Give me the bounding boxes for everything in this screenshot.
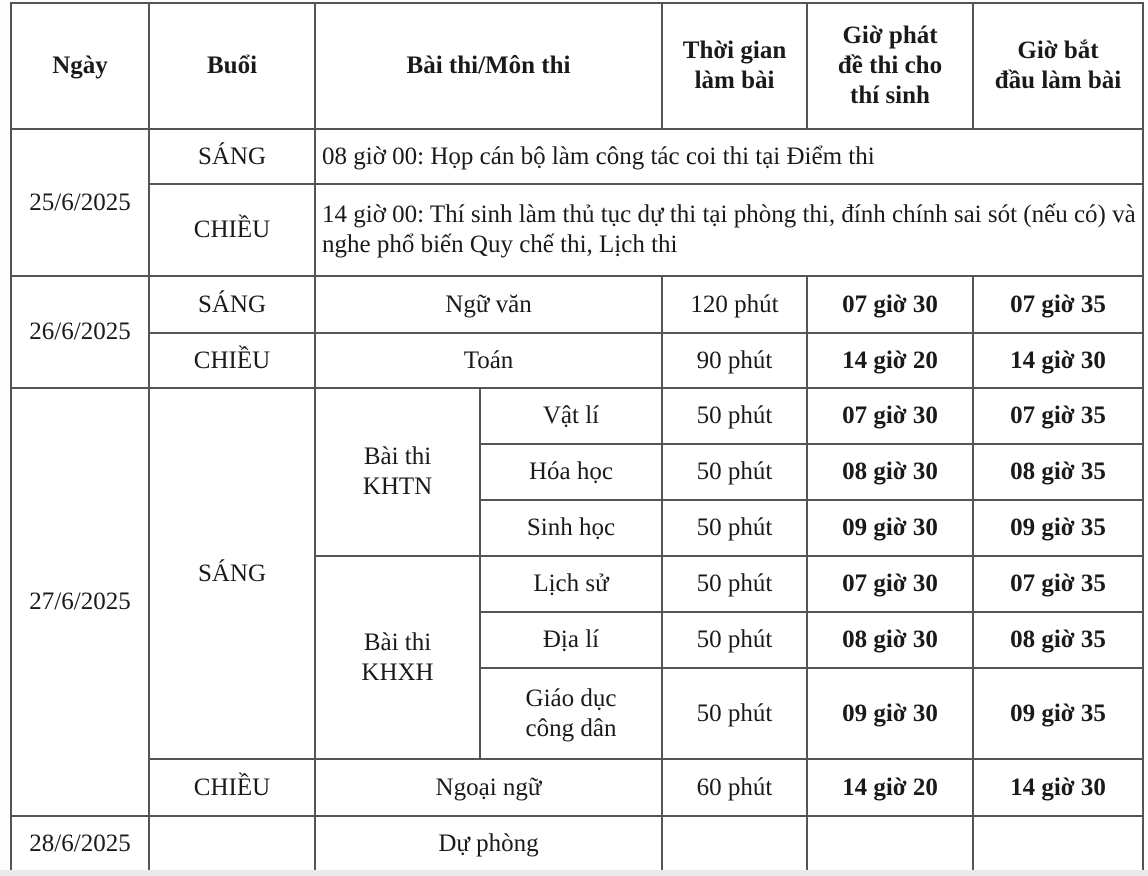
duration-cell: 60 phút: [662, 759, 807, 816]
table-row: [11, 759, 1143, 816]
subject-cell: Địa lí: [480, 612, 662, 668]
subject-cell: Sinh học: [480, 500, 662, 556]
session-cell: SÁNG: [149, 129, 315, 184]
exam-group-cell: Bài thi KHTN: [315, 388, 480, 556]
header-duration: Thời gian làm bài: [662, 3, 807, 129]
subject-cell: Giáo dục công dân: [480, 668, 662, 759]
distribute-time-cell: [807, 816, 973, 871]
date-cell: 26/6/2025: [11, 276, 149, 388]
subject-cell: Ngoại ngữ: [315, 759, 662, 816]
header-session: Buổi: [149, 3, 315, 129]
start-time-cell: 07 giờ 35: [973, 276, 1143, 333]
duration-cell: 50 phút: [662, 668, 807, 759]
table-row: [11, 816, 1143, 871]
duration-cell: 50 phút: [662, 612, 807, 668]
date-cell: 28/6/2025: [11, 816, 149, 871]
duration-cell: 50 phút: [662, 500, 807, 556]
distribute-time-cell: 09 giờ 30: [807, 668, 973, 759]
table-row: [11, 184, 1143, 276]
distribute-time-cell: 08 giờ 30: [807, 444, 973, 500]
header-distribute-time: Giờ phát đề thi cho thí sinh: [807, 3, 973, 129]
session-cell: SÁNG: [149, 388, 315, 759]
distribute-time-cell: 14 giờ 20: [807, 333, 973, 388]
duration-cell: 90 phút: [662, 333, 807, 388]
note-cell: 08 giờ 00: Họp cán bộ làm công tác coi thi tại Điểm thi: [315, 129, 1143, 184]
header-day: Ngày: [11, 3, 149, 129]
session-cell: SÁNG: [149, 276, 315, 333]
duration-cell: [662, 816, 807, 871]
header-start-time: Giờ bắt đầu làm bài: [973, 3, 1143, 129]
table-row: [11, 388, 1143, 444]
start-time-cell: [973, 816, 1143, 871]
exam-schedule-table: [10, 2, 1144, 872]
session-cell: [149, 816, 315, 871]
session-cell: CHIỀU: [149, 759, 315, 816]
table-row: [11, 276, 1143, 333]
duration-cell: 50 phút: [662, 388, 807, 444]
distribute-time-cell: 07 giờ 30: [807, 388, 973, 444]
duration-cell: 50 phút: [662, 444, 807, 500]
distribute-time-cell: 07 giờ 30: [807, 276, 973, 333]
page-edge: [0, 870, 1148, 876]
session-cell: CHIỀU: [149, 333, 315, 388]
distribute-time-cell: 08 giờ 30: [807, 612, 973, 668]
subject-cell: Lịch sử: [480, 556, 662, 612]
note-cell: 14 giờ 00: Thí sinh làm thủ tục dự thi tại phòng thi, đính chính sai sót (nếu có) và nghe phổ biến Quy chế thi, Lịch thi: [315, 184, 1143, 276]
exam-group-cell: Bài thi KHXH: [315, 556, 480, 759]
start-time-cell: 07 giờ 35: [973, 388, 1143, 444]
header-row: [11, 3, 1143, 129]
session-cell: CHIỀU: [149, 184, 315, 276]
table-row: [11, 333, 1143, 388]
date-cell: 25/6/2025: [11, 129, 149, 276]
distribute-time-cell: 07 giờ 30: [807, 556, 973, 612]
distribute-time-cell: 09 giờ 30: [807, 500, 973, 556]
start-time-cell: 09 giờ 35: [973, 668, 1143, 759]
start-time-cell: 14 giờ 30: [973, 759, 1143, 816]
table-row: [11, 129, 1143, 184]
date-cell: 27/6/2025: [11, 388, 149, 816]
start-time-cell: 09 giờ 35: [973, 500, 1143, 556]
subject-cell: Ngữ văn: [315, 276, 662, 333]
distribute-time-cell: 14 giờ 20: [807, 759, 973, 816]
start-time-cell: 08 giờ 35: [973, 444, 1143, 500]
subject-cell: Dự phòng: [315, 816, 662, 871]
start-time-cell: 14 giờ 30: [973, 333, 1143, 388]
subject-cell: Hóa học: [480, 444, 662, 500]
header-subject: Bài thi/Môn thi: [315, 3, 662, 129]
start-time-cell: 07 giờ 35: [973, 556, 1143, 612]
duration-cell: 120 phút: [662, 276, 807, 333]
duration-cell: 50 phút: [662, 556, 807, 612]
start-time-cell: 08 giờ 35: [973, 612, 1143, 668]
subject-cell: Vật lí: [480, 388, 662, 444]
subject-cell: Toán: [315, 333, 662, 388]
